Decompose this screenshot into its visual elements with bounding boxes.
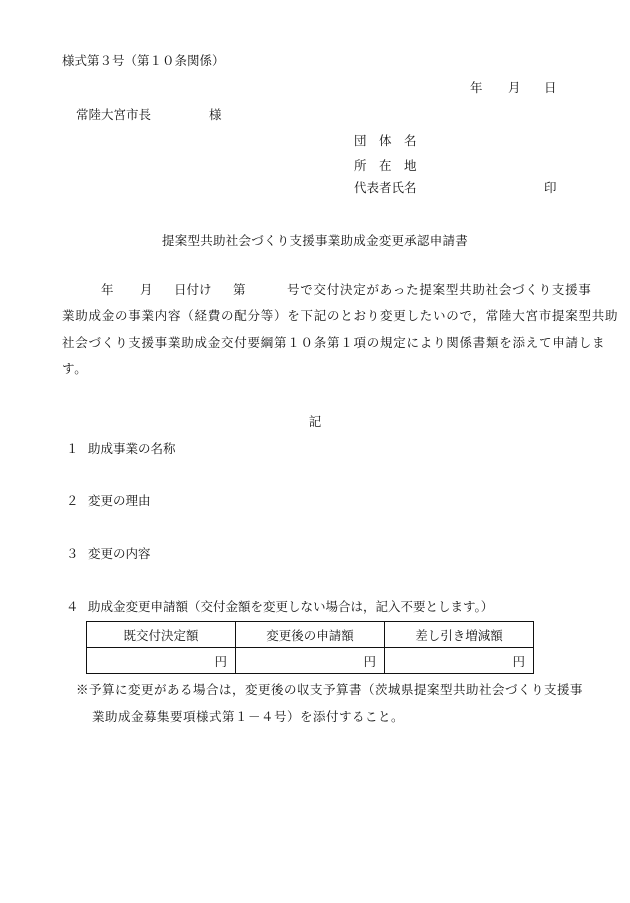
item-number: ２ bbox=[66, 493, 79, 508]
addressee-name: 常陸大宮市長 bbox=[76, 107, 152, 122]
amount-cell: 円 bbox=[87, 648, 236, 674]
body-month: 月 bbox=[140, 282, 153, 297]
body-year: 年 bbox=[101, 282, 114, 297]
table-header-cell: 変更後の申請額 bbox=[236, 622, 385, 648]
date-day-label: 日 bbox=[544, 80, 557, 95]
address-label: 所 在 地 bbox=[354, 158, 417, 173]
date-year-label: 年 bbox=[470, 80, 483, 95]
body-line: す。 bbox=[62, 361, 88, 376]
form-number: 様式第３号（第１０条関係） bbox=[62, 53, 225, 68]
item-label: 助成事業の名称 bbox=[88, 441, 176, 456]
item-number: １ bbox=[66, 441, 79, 456]
item-number: ４ bbox=[66, 599, 79, 614]
body-line: 業助成金の事業内容（経費の配分等）を下記のとおり変更したいので，常陸大宮市提案型共助 bbox=[62, 308, 619, 323]
org-name-label: 団 体 名 bbox=[354, 133, 417, 148]
amount-cell: 円 bbox=[385, 648, 534, 674]
item-4 bbox=[66, 601, 493, 614]
note-line: 業助成金募集要項様式第１－４号）を添付すること。 bbox=[92, 709, 405, 724]
table-header-cell: 既交付決定額 bbox=[87, 622, 236, 648]
table-header-row bbox=[87, 622, 534, 648]
item-label: 変更の理由 bbox=[88, 493, 151, 508]
table-row bbox=[87, 648, 534, 674]
note-line: ※予算に変更がある場合は，変更後の収支予算書（茨城県提案型共助社会づくり支援事 bbox=[76, 682, 584, 697]
document-title: 提案型共助社会づくり支援事業助成金変更承認申請書 bbox=[161, 233, 468, 248]
seal-mark: 印 bbox=[544, 180, 557, 195]
item-number: ３ bbox=[66, 546, 79, 561]
item-label: 変更の内容 bbox=[88, 546, 151, 561]
body-dated: 日付け bbox=[174, 282, 212, 297]
date-month-label: 月 bbox=[508, 80, 521, 95]
body-dai: 第 bbox=[233, 282, 246, 297]
item-1 bbox=[66, 443, 176, 456]
item-label: 助成金変更申請額（交付金額を変更しない場合は，記入不要とします。） bbox=[88, 599, 494, 614]
item-2 bbox=[66, 495, 151, 508]
representative-label: 代表者氏名 bbox=[354, 180, 417, 195]
amount-cell: 円 bbox=[236, 648, 385, 674]
amount-table bbox=[86, 621, 534, 674]
table-header-cell: 差し引き増減額 bbox=[385, 622, 534, 648]
item-3 bbox=[66, 548, 151, 561]
addressee-honorific: 様 bbox=[209, 107, 222, 122]
body-rest: 号で交付決定があった提案型共助社会づくり支援事 bbox=[287, 282, 592, 297]
body-line: 社会づくり支援事業助成金交付要綱第１０条第１項の規定により関係書類を添えて申請しま bbox=[62, 335, 606, 350]
ki-heading: 記 bbox=[308, 414, 322, 429]
